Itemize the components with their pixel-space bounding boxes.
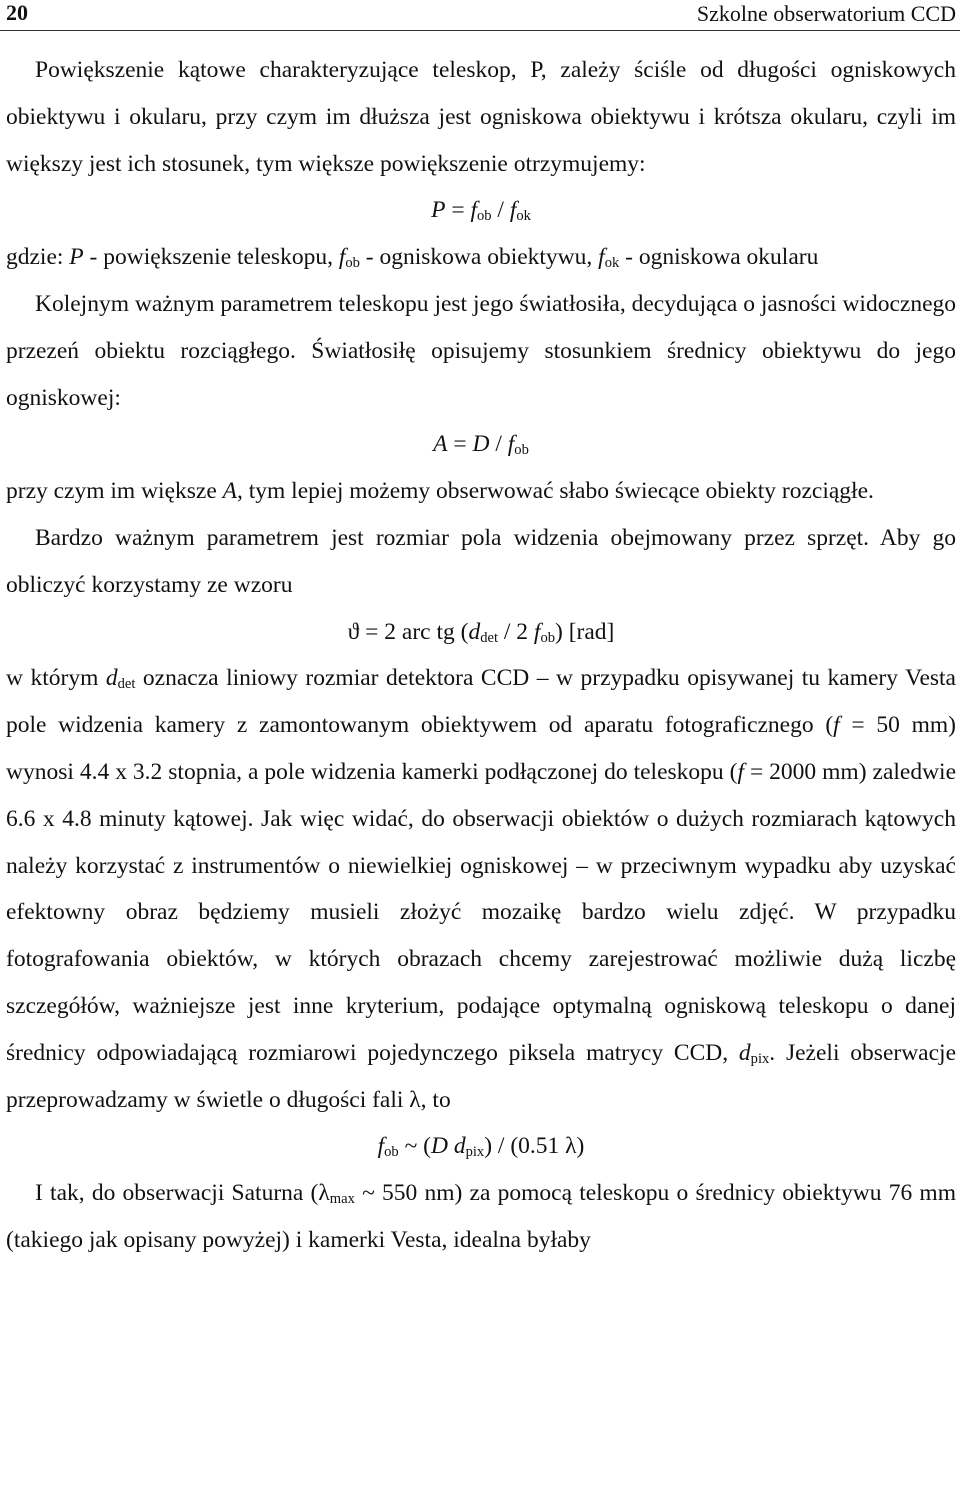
equation-aperture-ratio: $A = D / f_{ob}$ (433, 431, 529, 459)
running-title: Szkolne obserwatorium CCD (696, 1, 956, 26)
paragraph-aperture-ratio: Kolejnym ważnym parametrem teleskopu jest jego światłosiła, decydująca o jasności widocznego przezeń obiektu rozciągłego. Światłosiłę opisujemy stosunkiem średnicy obiektywu do jego ogniskowej: (6, 290, 956, 411)
equation-field-of-view: ϑ = 2 arc tg ($d_{det} / 2$ $f_{ob}$) [rad] (347, 618, 615, 646)
paragraph-magnification: Powiększenie kątowe charakteryzujące teleskop, P, zależy ściśle od długości ogniskowych obiektywu i okularu, przy czym im dłuższa jest ogniskowa obiektywu i krótsza okularu, czyli im większy jest ich stosunek, tym większe powiększenie otrzymujemy: (6, 57, 956, 177)
paragraph-saturn-example: I tak, do obserwacji Saturna ($\lambda_{max}$ ~ 550 nm) za pomocą teleskopu o średnicy obiektywu 76 mm (takiego jak opisany powyżej) i kamerki Vesta, idealna byłaby (6, 1180, 956, 1253)
page-header (0, 0, 960, 31)
paragraph-field-of-view: Bardzo ważnym parametrem jest rozmiar pola widzenia obejmowany przez sprzęt. Aby go obliczyć korzystamy ze wzoru (6, 524, 956, 598)
equation-optimal-focal-length: $f_{ob}$ ~ (D $d_{pix}) / (0.51$ λ) (377, 1133, 585, 1161)
page-number: 20 (6, 0, 28, 25)
equation-magnification: $P = f_{ob} / f_{ok}$ (431, 197, 531, 225)
paragraph-larger-a: przy czym im większe A, tym lepiej możemy obserwować słabo świecące obiekty rozciągłe. (6, 478, 874, 505)
body-text (6, 47, 956, 1264)
paragraph-where: gdzie: P - powiększenie teleskopu, $f_{ob}$ - ogniskowa obiektywu, $f_{ok}$ - ogniskowa okularu (6, 244, 819, 272)
paragraph-detector-size: w którym $d_{det}$ oznacza liniowy rozmiar detektora CCD – w przypadku opisywanej tu kamery Vesta pole widzenia kamery z zamontowanym obiektywem od aparatu fotograficznego (f = 50 mm) wynosi 4.4 x 3.2 stopnia, a pole widzenia kamerki podłączonej do teleskopu (f = 2000 mm) zaledwie 6.6 x 4.8 minuty kątowej. Jak więc widać, do obserwacji obiektów o dużych rozmiarach kątowych należy korzystać z instrumentów o niewielkiej ogniskowej – w przeciwnym wypadku aby uzyskać efektowny obraz będziemy musieli złożyć mozaikę bardzo wielu zdjęć. W przypadku fotografowania obiektów, w których obrazach chcemy zarejestrować możliwie dużą liczbę szczegółów, ważniejsze jest inne kryterium, podające optymalną ogniskową teleskopu o danej średnicy odpowiadającą rozmiarowi pojedynczego piksela matrycy CCD, $d_{pix}$. Jeżeli obserwacje przeprowadzamy w świetle o długości fali λ, to (6, 665, 957, 1113)
